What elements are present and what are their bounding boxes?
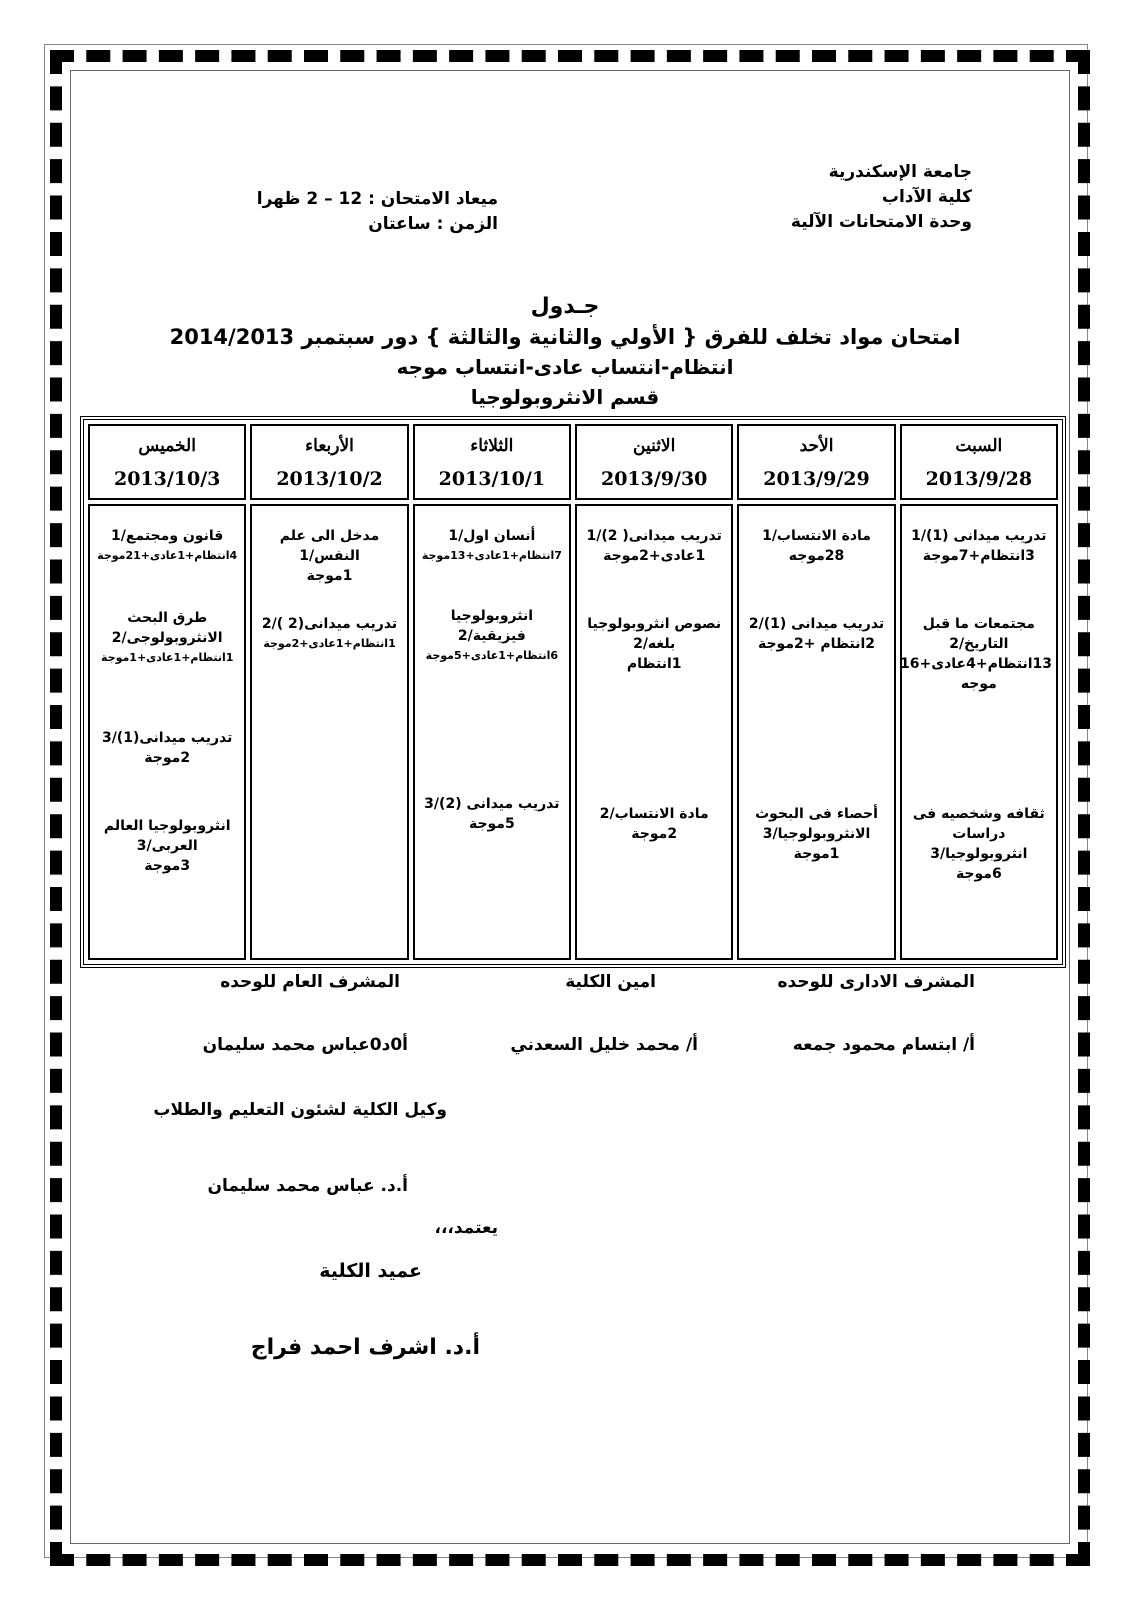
student-count: 3موجة [144, 858, 191, 874]
day-header-sunday [737, 424, 895, 500]
student-count: 1عادى+2موجة [603, 548, 706, 564]
day-date: 2013/10/1 [438, 468, 546, 490]
dean-name: أ.د. اشرف احمد فراج [250, 1335, 480, 1360]
exam-entry [94, 608, 240, 668]
student-count: 28موجه [788, 548, 845, 564]
student-count: 13انتظام+4عادى+16 [900, 656, 1052, 672]
student-count: 1موجة [306, 568, 353, 584]
day-name: الأربعاء [305, 436, 354, 456]
subject-name-cont: العربى/3 [136, 838, 198, 854]
subject-name-cont: التاريخ/2 [949, 636, 1009, 652]
student-count: 5موجة [468, 816, 515, 832]
title-line-3: انتظام-انتساب عادى-انتساب موجه [396, 355, 734, 379]
student-count: 2موجة [144, 750, 191, 766]
subject-name-cont: الانثروبولوجى/2 [111, 630, 223, 646]
subject-name: تدريب ميدانى(1)/3 [101, 730, 233, 746]
exam-entry [743, 526, 889, 566]
general-supervisor-title: المشرف العام للوحده [220, 972, 400, 992]
exam-entry [419, 606, 565, 666]
approval-text: يعتمد،،، [434, 1218, 498, 1238]
exam-entry [581, 614, 727, 674]
day-date: 2013/10/3 [113, 468, 221, 490]
day-name: السبت [955, 436, 1003, 456]
exam-entry [419, 794, 565, 834]
title-line-2: امتحان مواد تخلف للفرق { الأولي والثانية والثالثة } دور سبتمبر 2014/2013 [169, 325, 961, 349]
day-header-monday [575, 424, 733, 500]
exam-entry [900, 614, 1052, 694]
faculty-secretary-title: امين الكلية [565, 972, 656, 992]
student-count: 1موجة [793, 846, 840, 862]
exam-schedule-table [80, 416, 1066, 968]
vice-dean-name: أ.د. عباس محمد سليمان [207, 1176, 408, 1196]
day-header-tuesday [413, 424, 571, 500]
exam-entry [581, 804, 727, 844]
subject-name: تدريب ميدانى (1)/2 [748, 616, 885, 632]
unit-name: وحدة الامتحانات الآلية [790, 212, 972, 232]
subject-name: مادة الانتساب/1 [762, 528, 871, 544]
student-count: 2انتظام +2موجة [757, 636, 876, 652]
day-header-thursday [88, 424, 246, 500]
subject-name-cont: بلغه/2 [633, 636, 676, 652]
day-cell-tuesday [413, 504, 571, 960]
exam-entry [94, 816, 240, 876]
subject-name: مجتمعات ما قبل [922, 616, 1035, 632]
student-count: 2موجة [631, 826, 678, 842]
table-header-row [88, 424, 1058, 500]
exam-entry [743, 804, 889, 864]
day-date: 2013/10/2 [276, 468, 383, 490]
day-date: 2013/9/29 [763, 468, 870, 490]
exam-entry [419, 526, 565, 566]
university-name: جامعة الإسكندرية [828, 162, 972, 182]
admin-supervisor-name: أ/ ابتسام محمود جمعه [792, 1035, 975, 1055]
title-line-1: جـدول [530, 294, 600, 319]
vice-dean-title: وكيل الكلية لشئون التعليم والطلاب [153, 1100, 447, 1120]
subject-name-cont: النفس/1 [299, 548, 360, 564]
student-count: 1انتظام [626, 656, 682, 672]
exam-entry [906, 526, 1052, 566]
day-date: 2013/9/30 [600, 468, 708, 490]
subject-name: نصوص انثروبولوجيا [587, 616, 722, 632]
day-cell-monday [575, 504, 733, 960]
table-body-row [88, 504, 1058, 960]
subject-name: تدريب ميدانى (2)/3 [424, 796, 560, 812]
dean-title: عميد الكلية [319, 1260, 422, 1282]
day-cell-sunday [737, 504, 895, 960]
general-supervisor-name: أ0د0عباس محمد سليمان [202, 1035, 408, 1055]
student-count: 6موجة [955, 866, 1002, 882]
exam-entry [256, 614, 402, 654]
exam-time: ميعاد الامتحان : 12 – 2 ظهرا [256, 189, 498, 209]
subject-name: قانون ومجتمع/1 [111, 528, 224, 544]
student-count: 1انتظام+1عادى+2موجة [263, 637, 396, 650]
student-count: 7انتظام+1عادى+13موجة [421, 549, 562, 562]
day-cell-saturday [900, 504, 1058, 960]
title-line-4: قسم الانثروبولوجيا [470, 385, 660, 409]
day-header-saturday [900, 424, 1058, 500]
subject-name: انثروبولوجيا العالم [103, 818, 231, 834]
student-count-cont: موجه [960, 676, 997, 692]
day-name: الخميس [138, 436, 196, 456]
exam-time-info [257, 187, 498, 237]
day-name: الأحد [799, 436, 834, 456]
exam-entry [906, 804, 1052, 884]
subject-name: ثقافه وشخصيه فى [912, 806, 1045, 822]
exam-entry [743, 614, 889, 654]
student-count: 3انتظام+7موجة [922, 548, 1035, 564]
subject-name: تدريب ميدانى( 2)/1 [586, 528, 722, 544]
admin-supervisor-title: المشرف الادارى للوحده [777, 972, 975, 992]
exam-entry [581, 526, 727, 566]
subject-name-cont: دراسات [952, 826, 1006, 842]
faculty-name: كلية الآداب [881, 187, 972, 207]
faculty-secretary-name: أ/ محمد خليل السعدني [510, 1035, 698, 1055]
subject-name: تدريب ميدانى (1)/1 [911, 528, 1047, 544]
day-cell-thursday [88, 504, 246, 960]
student-count: 4انتظام+1عادى+21موجة [97, 549, 238, 562]
exam-entry [256, 526, 402, 586]
subject-name: أنسان اول/1 [448, 528, 536, 544]
subject-name: انثروبولوجيا فيزيقية/2 [450, 608, 533, 644]
exam-entry [94, 526, 240, 566]
exam-duration: الزمن : ساعتان [368, 214, 498, 234]
student-count: 6انتظام+1عادى+5موجة [425, 649, 559, 662]
day-date: 2013/9/28 [925, 468, 1033, 490]
student-count: 1انتظام+1عادى+1موجة [100, 651, 234, 664]
subject-name: أحصاء فى البحوث [755, 806, 878, 822]
institution-header [791, 160, 972, 235]
day-header-wednesday [250, 424, 408, 500]
day-name: الثلاثاء [470, 436, 514, 456]
subject-name: طرق البحث [127, 610, 208, 626]
subject-name-cont: انثروبولوجيا/3 [930, 846, 1028, 862]
day-name: الاثنين [633, 436, 676, 456]
subject-name: تدريب ميدانى(2 )/2 [261, 616, 398, 632]
subject-name: مدخل الى علم [279, 528, 380, 544]
subject-name: مادة الانتساب/2 [599, 806, 709, 822]
document-title [0, 292, 1130, 412]
exam-entry [94, 728, 240, 768]
day-cell-wednesday [250, 504, 408, 960]
subject-name-cont: الانثروبولوجيا/3 [762, 826, 871, 842]
